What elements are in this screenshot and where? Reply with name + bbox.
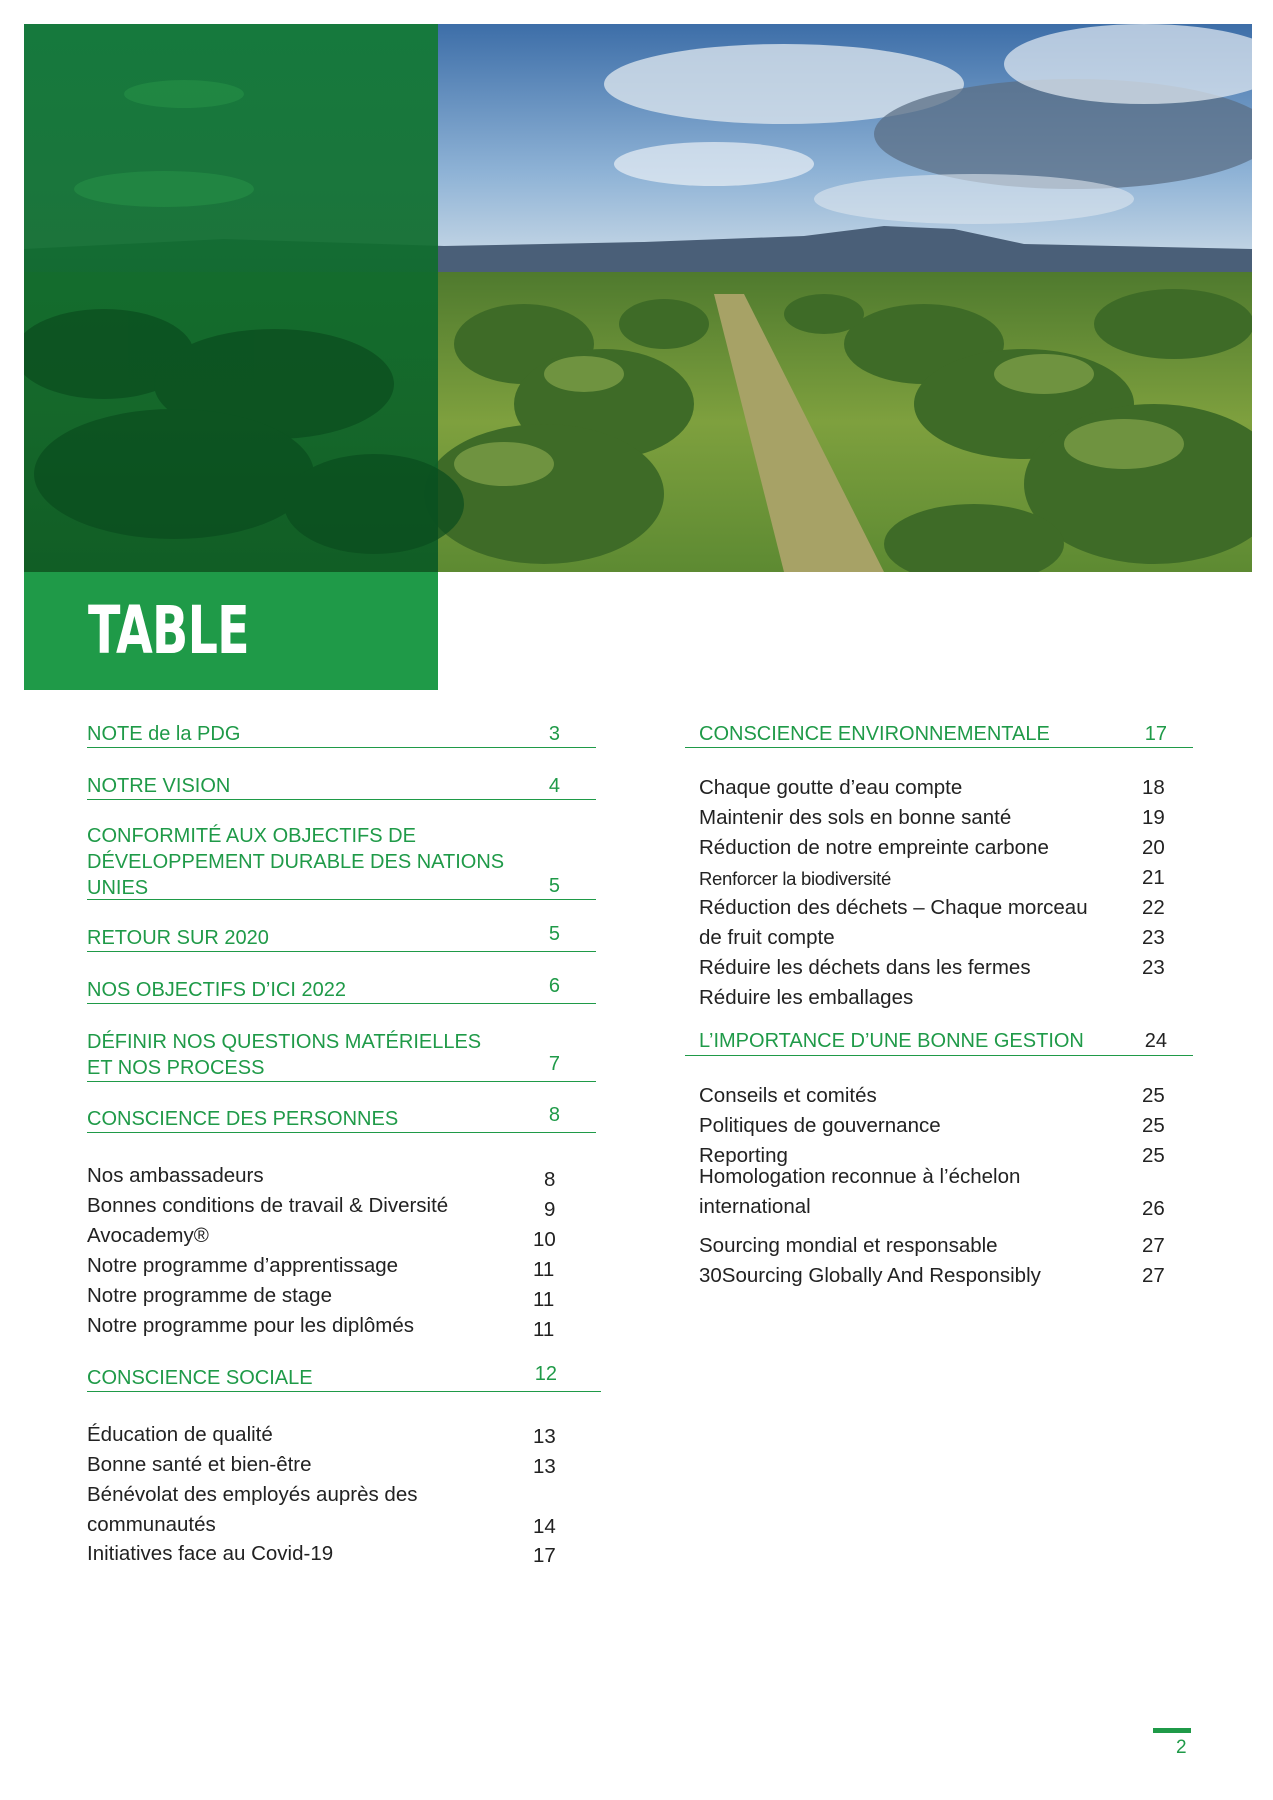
toc-item[interactable]	[699, 805, 1011, 831]
toc-section-title-line: UNIES	[87, 877, 149, 899]
toc-section-page: 8	[548, 1104, 560, 1126]
toc-section-title: CONSCIENCE DES PERSONNES	[87, 1108, 399, 1130]
toc-item-label: Renforcer la biodiversité	[699, 868, 891, 889]
toc-item-label: Réduction des déchets – Chaque morceau	[699, 896, 1088, 919]
toc-section-title: L’IMPORTANCE D’UNE BONNE GESTION	[699, 1030, 1084, 1052]
toc-item-page: 13	[533, 1425, 556, 1448]
toc-item[interactable]	[699, 1263, 1041, 1289]
toc-section[interactable]	[87, 770, 596, 800]
toc-section-title-line: DÉFINIR NOS QUESTIONS MATÉRIELLES	[87, 1031, 482, 1053]
toc-section[interactable]	[87, 977, 596, 1004]
toc-item-label: international	[699, 1195, 811, 1218]
toc-item-label: Réduction de notre empreinte carbone	[699, 836, 1049, 859]
toc-section-title: CONSCIENCE ENVIRONNEMENTALE	[699, 723, 1050, 745]
toc-item[interactable]	[87, 1541, 333, 1567]
toc-section[interactable]	[685, 1029, 1193, 1056]
toc-item-label: Notre programme d’apprentissage	[87, 1254, 399, 1277]
toc-item[interactable]	[87, 1193, 448, 1219]
toc-item-page: 27	[1142, 1234, 1165, 1257]
toc-section-page: 6	[548, 975, 560, 997]
toc-item[interactable]	[699, 925, 835, 951]
toc-item-page: 11	[533, 1258, 555, 1281]
toc-section[interactable]	[87, 1106, 596, 1133]
toc-section-title: CONSCIENCE SOCIALE	[87, 1367, 313, 1389]
toc-section-page: 3	[548, 723, 560, 745]
toc-section-page: 17	[1144, 723, 1167, 745]
toc-item-page: 9	[544, 1198, 556, 1221]
toc-item-page: 14	[533, 1515, 556, 1538]
toc-item-page: 25	[1142, 1084, 1165, 1107]
toc-item-label: Homologation reconnue à l’échelon	[699, 1165, 1021, 1188]
toc-item-label: Nos ambassadeurs	[87, 1164, 264, 1187]
page-number: 2	[1176, 1737, 1187, 1758]
toc-item-page: 8	[544, 1168, 556, 1191]
toc-item[interactable]	[699, 1233, 998, 1259]
toc-section-page: 7	[548, 1053, 560, 1075]
toc-item[interactable]	[87, 1223, 209, 1249]
toc-item-page: 25	[1142, 1144, 1165, 1167]
toc-item[interactable]	[699, 1194, 811, 1220]
title-box	[24, 572, 438, 690]
toc-item[interactable]	[699, 955, 1031, 981]
toc-item[interactable]	[87, 1422, 273, 1448]
toc-item-page: 10	[533, 1228, 556, 1251]
toc-item[interactable]	[699, 866, 891, 892]
toc-item-page: 23	[1142, 926, 1165, 949]
toc-item[interactable]	[87, 1452, 312, 1478]
toc-item-label: Notre programme de stage	[87, 1284, 332, 1307]
toc-item-label: Politiques de gouvernance	[699, 1114, 941, 1137]
toc-item-label: 30Sourcing Globally And Responsibly	[699, 1264, 1041, 1287]
toc-item-label: Maintenir des sols en bonne santé	[699, 806, 1012, 829]
toc-section-page: 5	[548, 923, 560, 945]
toc-item-label: Bonne santé et bien-être	[87, 1453, 312, 1476]
toc-item[interactable]	[87, 1163, 264, 1189]
toc-section-title: RETOUR SUR 2020	[87, 927, 269, 949]
toc-section-page: 12	[534, 1363, 557, 1385]
hero-image	[24, 24, 1252, 572]
toc-section[interactable]	[87, 718, 596, 748]
toc-section-title-line: CONFORMITÉ AUX OBJECTIFS DE	[87, 825, 416, 847]
toc-item-label: Sourcing mondial et responsable	[699, 1234, 998, 1257]
toc-item[interactable]	[87, 1482, 417, 1508]
toc-item-label: Chaque goutte d’eau compte	[699, 776, 963, 799]
toc-item-page: 22	[1142, 896, 1165, 919]
toc-item[interactable]	[699, 1164, 1020, 1190]
toc-item-page: 27	[1142, 1264, 1165, 1287]
toc-item-label: Conseils et comités	[699, 1084, 877, 1107]
toc-item[interactable]	[699, 1083, 877, 1109]
toc-section-title-line: DÉVELOPPEMENT DURABLE DES NATIONS	[87, 851, 505, 873]
toc-item[interactable]	[699, 1113, 941, 1139]
toc-section-page: 5	[548, 875, 560, 897]
toc-item-page: 21	[1142, 866, 1165, 889]
toc-section-title: NOTE de la PDG	[87, 723, 241, 745]
toc-section[interactable]	[87, 823, 596, 900]
toc-item-label: Réduire les emballages	[699, 986, 914, 1009]
toc-section-title: NOTRE VISION	[87, 775, 231, 797]
toc-item-page: 13	[533, 1455, 556, 1478]
toc-item-label: Bonnes conditions de travail & Diversité	[87, 1194, 449, 1217]
toc-section-page: 24	[1144, 1030, 1167, 1052]
toc-section[interactable]	[87, 1365, 601, 1392]
toc-item[interactable]	[87, 1283, 332, 1309]
toc-section-title: NOS OBJECTIFS D’ICI 2022	[87, 979, 346, 1001]
toc-item-page: 26	[1142, 1197, 1165, 1220]
toc-item-label: Reporting	[699, 1144, 788, 1167]
toc-item[interactable]	[87, 1313, 414, 1339]
toc-item-label: de fruit compte	[699, 926, 835, 949]
toc-item-page: 17	[533, 1544, 556, 1567]
toc-section[interactable]	[87, 1029, 596, 1082]
toc-item-label: Réduire les déchets dans les fermes	[699, 956, 1031, 979]
toc-item-label: Initiatives face au Covid-19	[87, 1542, 334, 1565]
toc-item-page: 11	[533, 1288, 555, 1311]
page-title: TABLE	[88, 592, 249, 669]
toc-item-page: 11	[533, 1318, 555, 1341]
toc-item[interactable]	[87, 1512, 216, 1538]
toc-item-label: Éducation de qualité	[87, 1423, 273, 1446]
footer-accent-bar	[1153, 1728, 1191, 1733]
toc-item[interactable]	[699, 775, 962, 801]
toc-item-page: 18	[1142, 776, 1165, 799]
toc-item-label: communautés	[87, 1513, 216, 1536]
toc-item-label: Bénévolat des employés auprès des	[87, 1483, 418, 1506]
toc-section[interactable]	[685, 718, 1193, 748]
toc-item[interactable]	[699, 835, 1049, 861]
toc-item-label: Notre programme pour les diplômés	[87, 1314, 414, 1337]
toc-item[interactable]	[699, 985, 913, 1011]
toc-item-page: 19	[1142, 806, 1165, 829]
toc-item[interactable]	[87, 1253, 398, 1279]
toc-section[interactable]	[87, 925, 596, 952]
toc-item-page: 20	[1142, 836, 1165, 859]
toc-section-title-line: ET NOS PROCESS	[87, 1057, 265, 1079]
toc-item-label: Avocademy®	[87, 1224, 209, 1247]
toc-item-page: 25	[1142, 1114, 1165, 1137]
toc-section-page: 4	[548, 775, 560, 797]
toc-item-page: 23	[1142, 956, 1165, 979]
toc-item[interactable]	[699, 895, 1088, 921]
